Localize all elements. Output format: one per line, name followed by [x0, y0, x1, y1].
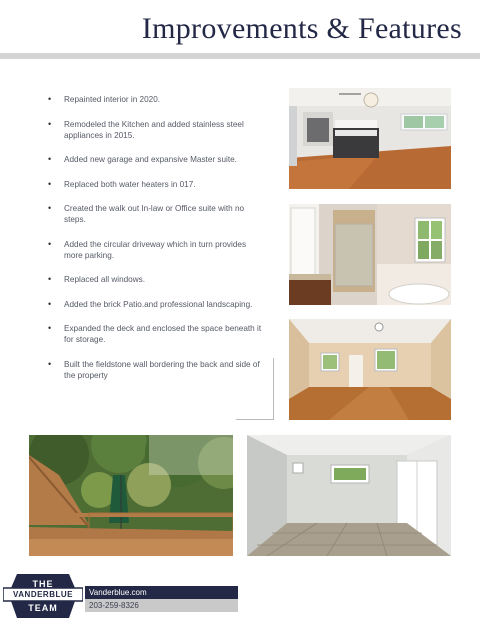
bathroom-photo: [289, 204, 451, 305]
deck-photo: [29, 435, 233, 556]
list-item: • Added the circular driveway which in turn provides more parking.: [34, 239, 264, 261]
basement-photo: [247, 435, 451, 556]
list-item: • Built the fieldstone wall bordering the back and side of the property: [34, 359, 264, 381]
list-bracket-vertical: [273, 358, 274, 420]
features-list: [34, 94, 264, 394]
logo-line-team: TEAM: [28, 603, 58, 613]
page-title: Improvements & Features: [141, 12, 462, 45]
title-divider: [0, 53, 480, 59]
list-item: • Replaced both water heaters in 017.: [34, 179, 264, 190]
kitchen-photo: [289, 88, 451, 189]
team-logo: [3, 574, 83, 618]
list-bracket-horizontal: [236, 419, 274, 420]
list-item: • Created the walk out In-law or Office suite with no steps.: [34, 203, 264, 225]
phone-number: 203-259-8326: [85, 599, 238, 612]
logo-line-name: VANDERBLUE: [13, 590, 73, 599]
list-item: • Added new garage and expansive Master suite.: [34, 154, 264, 165]
list-item: • Expanded the deck and enclosed the space beneath it for storage.: [34, 323, 264, 345]
logo-line-the: THE: [32, 579, 54, 589]
list-item: • Added the brick Patio.and professional landscaping.: [34, 299, 264, 310]
website-link[interactable]: Vanderblue.com: [85, 586, 238, 599]
list-item: • Replaced all windows.: [34, 274, 264, 285]
list-item: • Remodeled the Kitchen and added stainless steel appliances in 2015.: [34, 119, 264, 141]
bedroom-photo: [289, 319, 451, 420]
list-item: • Repainted interior in 2020.: [34, 94, 264, 105]
